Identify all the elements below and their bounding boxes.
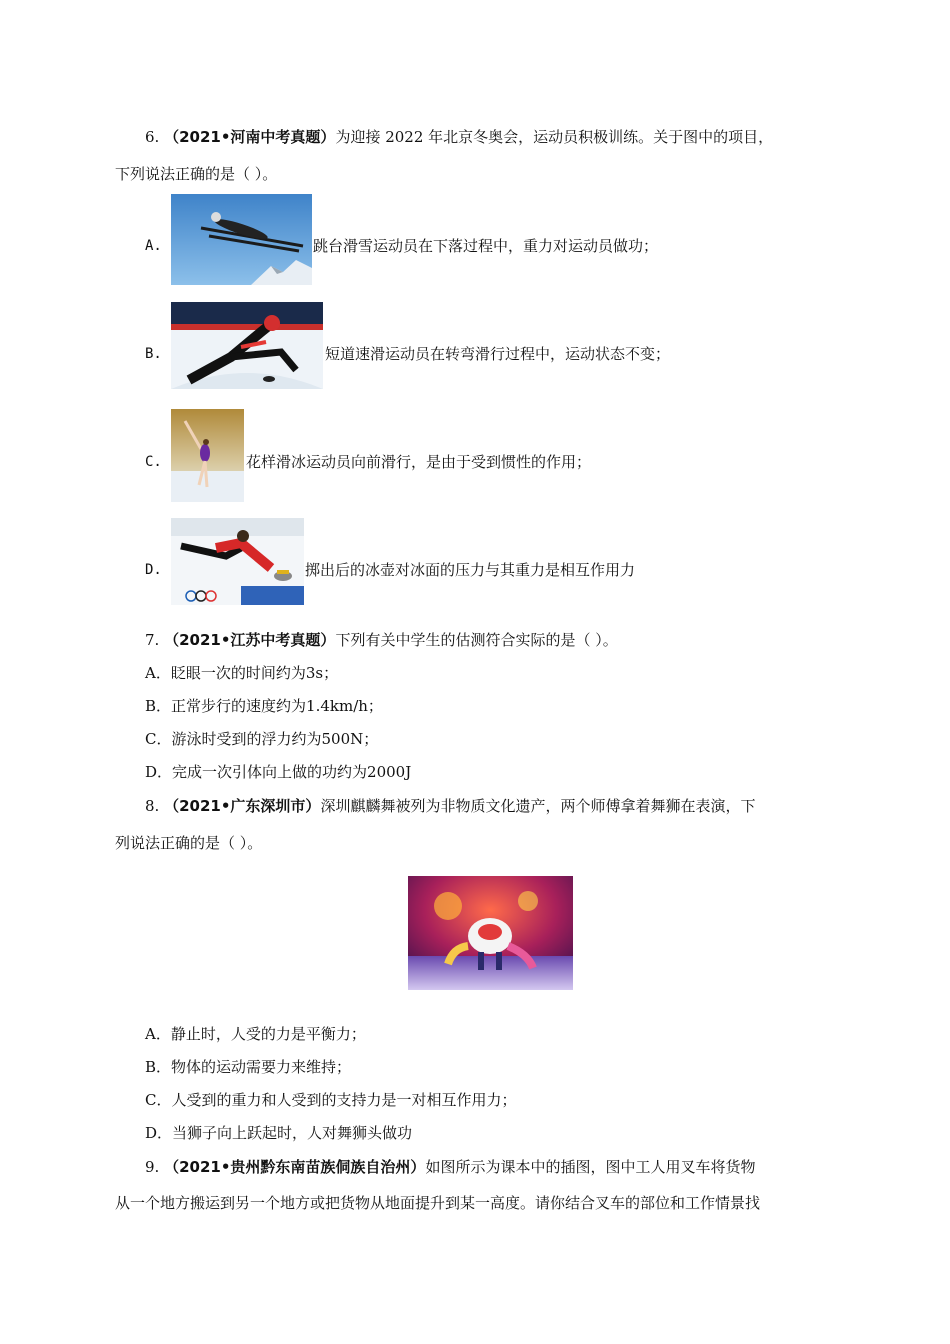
q8-stem-line2: 列说法正确的是（ ）。	[115, 834, 263, 852]
q6-option-c-text: 花样滑冰运动员向前滑行，是由于受到惯性的作用；	[246, 453, 592, 471]
ski-jump-photo	[171, 194, 312, 285]
q8-number: 8.	[145, 797, 160, 815]
q8-option-a: A．静止时，人受的力是平衡力；	[145, 1025, 366, 1043]
q6-option-b-text: 短道速滑运动员在转弯滑行过程中，运动状态不变；	[325, 345, 671, 363]
lion-dance-photo	[408, 876, 573, 990]
q6-option-a-text: 跳台滑雪运动员在下落过程中，重力对运动员做功；	[313, 237, 659, 255]
q9-stem-text1: 如图所示为课本中的插图，图中工人用叉车将货物	[425, 1158, 756, 1176]
speed-skating-photo	[171, 302, 323, 389]
q7-option-b: B．正常步行的速度约为1.4km/h；	[145, 697, 383, 715]
q7-option-a: A．眨眼一次的时间约为3s；	[145, 664, 339, 682]
q8-stem-line1	[145, 796, 755, 816]
curling-photo	[171, 518, 304, 605]
q7-stem-text1: 下列有关中学生的估测符合实际的是（ ）。	[335, 631, 618, 649]
q9-number: 9.	[145, 1158, 160, 1176]
q9-stem-line1	[145, 1157, 755, 1177]
q7-source: （2021•江苏中考真题）	[164, 631, 336, 649]
q6-option-a-label: A.	[145, 238, 162, 254]
q8-option-c: C．人受到的重力和人受到的支持力是一对相互作用力；	[145, 1091, 517, 1109]
q8-source: （2021•广东深圳市）	[164, 797, 321, 815]
q7-option-d: D．完成一次引体向上做的功约为2000J	[145, 763, 412, 781]
q7-stem-line1	[145, 630, 618, 650]
q6-option-c-label: C.	[145, 454, 162, 470]
figure-skating-photo	[171, 409, 244, 502]
q6-stem-line1	[145, 127, 773, 147]
q8-option-b: B．物体的运动需要力来维持；	[145, 1058, 352, 1076]
q9-stem-line2: 从一个地方搬运到另一个地方或把货物从地面提升到某一高度。请你结合叉车的部位和工作情景找	[115, 1194, 761, 1212]
q7-option-c: C．游泳时受到的浮力约为500N；	[145, 730, 379, 748]
q8-option-d: D．当狮子向上跃起时，人对舞狮头做功	[145, 1124, 413, 1142]
q6-source: （2021•河南中考真题）	[164, 128, 336, 146]
q6-stem-text1: 为迎接 2022 年北京冬奥会，运动员积极训练。关于图中的项目，	[335, 128, 774, 146]
q6-option-d-label: D.	[145, 562, 162, 578]
q6-option-d-text: 掷出后的冰壶对冰面的压力与其重力是相互作用力	[305, 561, 636, 579]
q7-number: 7.	[145, 631, 160, 649]
q6-stem-line2: 下列说法正确的是（ ）。	[115, 165, 278, 183]
q9-source: （2021•贵州黔东南苗族侗族自治州）	[164, 1158, 426, 1176]
q6-option-b-label: B.	[145, 346, 162, 362]
q6-number: 6.	[145, 128, 160, 146]
q8-stem-text1: 深圳麒麟舞被列为非物质文化遗产，两个师傅拿着舞狮在表演，下	[320, 797, 756, 815]
